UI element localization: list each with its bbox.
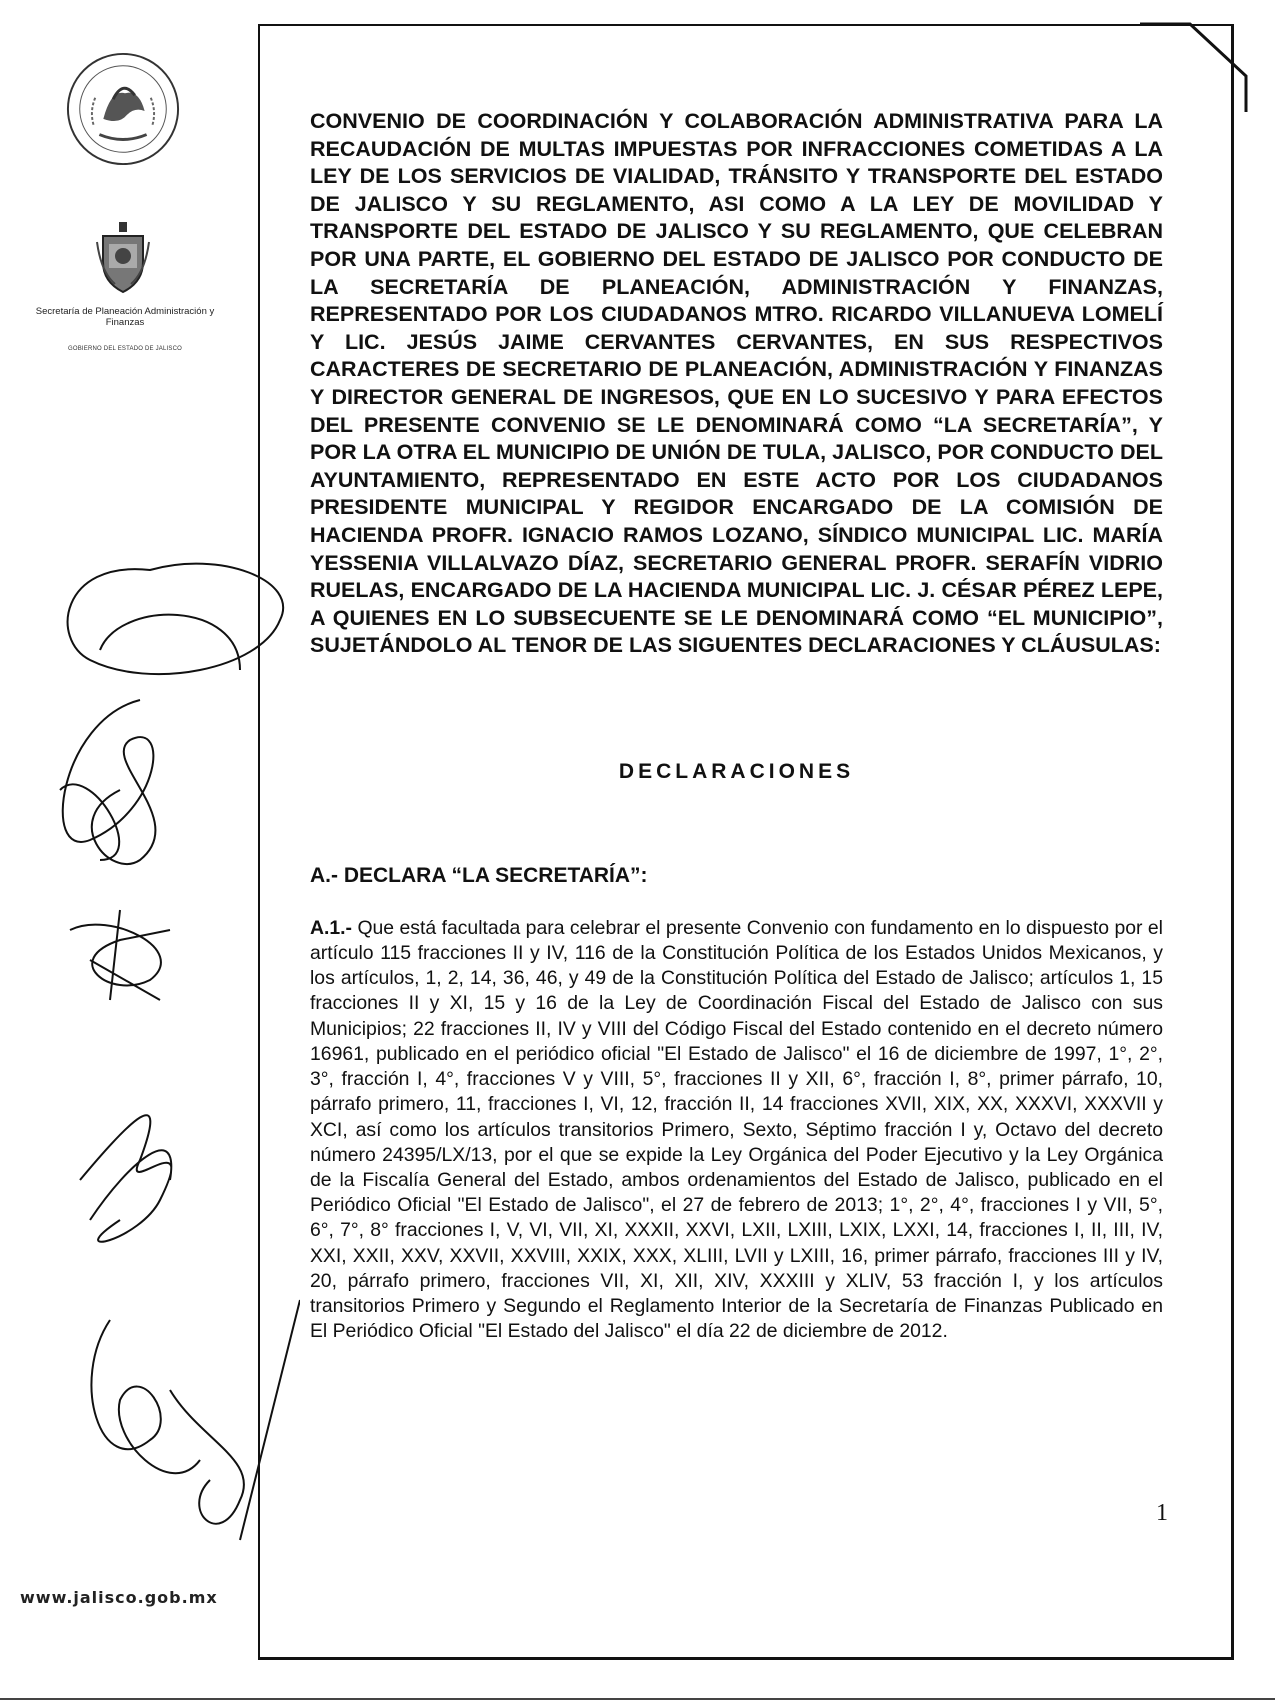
department-name: Secretaría de Planeación Administración y Finanzas	[35, 306, 215, 328]
page-number: 1	[1156, 1500, 1168, 1526]
paragraph-a1-label: A.1.-	[310, 916, 353, 939]
paragraph-a1	[310, 916, 1163, 1344]
section-a-heading: A.- DECLARA “LA SECRETARÍA”:	[310, 863, 648, 887]
mexico-national-seal-icon	[64, 50, 182, 168]
agreement-title: CONVENIO DE COORDINACIÓN Y COLABORACIÓN ADMINISTRATIVA PARA LA RECAUDACIÓN DE MULTAS IMPUESTAS POR INFRACCIONES COMETIDAS A LA LEY DE LOS SERVICIOS DE VIALIDAD, TRÁNSITO Y TRANSPORTE DEL ESTADO DE JALISCO Y SU REGLAMENTO, ASI COMO A LA LEY DE MOVILIDAD Y TRANSPORTE DEL ESTADO DE JALISCO Y SU REGLAMENTO, QUE CELEBRAN POR UNA PARTE, EL GOBIERNO DEL ESTADO DE JALISCO POR CONDUCTO DE LA SECRETARÍA DE PLANEACIÓN, ADMINISTRACIÓN Y FINANZAS, REPRESENTADO POR LOS CIUDADANOS MTRO. RICARDO VILLANUEVA LOMELÍ Y LIC. JESÚS JAIME CERVANTES CERVANTES, EN SUS RESPECTIVOS CARACTERES DE SECRETARIO DE PLANEACIÓN, ADMINISTRACIÓN Y FINANZAS Y DIRECTOR GENERAL DE INGRESOS, QUE EN LO SUCESIVO Y PARA EFECTOS DEL PRESENTE CONVENIO SE LE DENOMINARÁ COMO “LA SECRETARÍA”, Y POR LA OTRA EL MUNICIPIO DE UNIÓN DE TULA, JALISCO, POR CONDUCTO DEL AYUNTAMIENTO, REPRESENTADO EN ESTE ACTO POR LOS CIUDADANOS PRESIDENTE MUNICIPAL Y REGIDOR ENCARGADO DE LA COMISIÓN DE HACIENDA PROFR. IGNACIO RAMOS LOZANO, SÍNDICO MUNICIPAL LIC. MARÍA YESSENIA VILLALVAZO DÍAZ, SECRETARIO GENERAL PROFR. SERAFÍN VIDRIO RUELAS, ENCARGADO DE LA HACIENDA MUNICIPAL LIC. J. CÉSAR PÉREZ LEPE, A QUIENES EN LO SUBSECUENTE SE LE DENOMINARÁ COMO “EL MUNICIPIO”, SUJETÁNDOLO AL TENOR DE LAS SIGUENTES DECLARACIONES Y CLÁUSULAS:	[310, 109, 1163, 658]
jalisco-state-shield-icon	[95, 222, 151, 294]
declarations-heading: DECLARACIONES	[618, 759, 855, 783]
letterhead-sidebar	[0, 0, 230, 1705]
document-body	[310, 108, 1163, 1344]
frame-corner-fold	[1120, 16, 1250, 116]
department-subtitle: GOBIERNO DEL ESTADO DE JALISCO	[67, 346, 183, 352]
paragraph-a1-text: Que está facultada para celebrar el presente Convenio con fundamento en lo dispuesto por el artículo 115 fracciones II y IV, 116 de la Constitución Política de los Estados Unidos Mexicanos, y los artículos, 1, 2, 14, 36, 46, y 49 de la Constitución Política del Estado de Jalisco; artículos 1, 15 fracciones II y XI, 15 y 16 de la Ley de Coordinación Fiscal del Estado de Jalisco con sus Municipios; 22 fracciones II, IV y VIII del Código Fiscal del Estado contenido en el decreto número 16961, publicado en el periódico oficial "El Estado de Jalisco" el 16 de diciembre de 1997, 1°, 2°, 3°, fracción I, 4°, fracciones V y VIII, 5°, fracciones II y XII, 6°, fracción I, 8°, primer párrafo, 10, párrafo primero, 11, fracciones I, VI, 12, fracción II, 14 fracciones XVII, XIX, XX, XXXVI, XXXVII y XCI, así como los artículos transitorios Primero, Sexto, Séptimo fracción I y, Octavo del decreto número 24395/LX/13, por el que se expide la Ley Orgánica del Poder Ejecutivo y la Ley Orgánica de la Fiscalía General del Estado, ambos ordenamientos del Estado de Jalisco, publicado en el Periódico Oficial "El Estado de Jalisco", el 27 de febrero de 2013; 1°, 2°, 4°, fracciones I y VII, 5°, 6°, 7°, 8° fracciones I, V, VI, VII, XI, XXXII, XXVI, LXII, LXIII, LXIX, LXXI, 14, fracciones I, II, III, IV, XXI, XXII, XXV, XXVII, XXVIII, XXIX, XXX, XLIII, LVII y LXIII, 16, primer párrafo, fracciones III y IV, 20, párrafo primero, fracciones VII, XI, XII, XIV, XXXIII y XLIV, 53 fracción I, y los artículos transitorios Primero y Segundo el Reglamento Interior de la Secretaría de Finanzas Publicado en El Periódico Oficial "El Estado del Jalisco" el día 22 de diciembre de 2012.	[310, 916, 1163, 1343]
handwritten-signatures	[0, 560, 300, 1610]
website-url: www.jalisco.gob.mx	[20, 1588, 218, 1607]
bottom-rule	[0, 1698, 1275, 1700]
